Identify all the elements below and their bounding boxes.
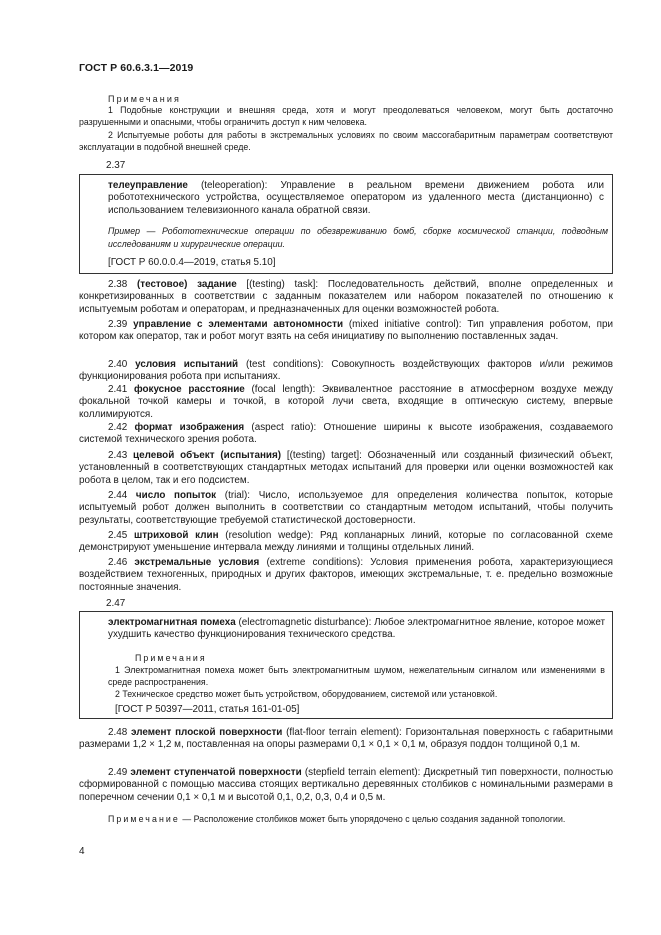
term-2-42 <box>79 422 613 447</box>
term-number: 2.40 <box>108 359 128 370</box>
term-number: 2.39 <box>108 319 128 330</box>
term-2-47-def: (electromagnetic disturbance): Любое электромагнитное явление, которое может ухудшить качество функционирования технического средства. <box>108 617 606 641</box>
term-title: элемент ступенчатой поверхности <box>130 767 302 778</box>
term-number: 2.38 <box>108 279 128 290</box>
example-text: Робототехнические операции по обезвреживанию бомб, сборке космической станции, подводным исследованиям и хирургические операции. <box>108 226 608 249</box>
term-2-45 <box>79 530 613 555</box>
term-2-37-example <box>108 225 608 250</box>
term-number: 2.46 <box>108 557 128 568</box>
term-2-48 <box>79 727 613 752</box>
term-title: целевой объект (испытания) <box>133 450 282 461</box>
final-note-text: — Расположение столбиков может быть упорядочено с целью создания заданной топологии. <box>179 814 566 824</box>
term-title: управление с элементами автономности <box>133 319 344 330</box>
term-box-2-47 <box>79 611 613 719</box>
term-def: (focal length): Эквивалентное расстояние в атмосферном воздухе между фокальной точкой камеры и точкой, в которой лучи света, входящие в оптическую систему, впервые коллимируются. <box>79 384 613 420</box>
term-title: число попыток <box>135 490 217 501</box>
term-2-47-title: электромагнитная помеха <box>108 617 236 628</box>
term-2-37 <box>108 180 604 217</box>
term-title: элемент плоской поверхности <box>131 727 283 738</box>
example-label: Пример — <box>108 226 156 236</box>
term-2-37-source: [ГОСТ Р 60.0.0.4—2019, статья 5.10] <box>108 257 276 268</box>
term-2-38 <box>79 279 613 316</box>
term-number: 2.44 <box>108 490 128 501</box>
term-def: [(testing) target]: Обозначенный или созданный физический объект, установленный в соответствующих стандартных методах испытаний для проверки или оценки возможностей как робота в целом, так и его подсистем. <box>79 450 613 486</box>
term-def: [(testing) task]: Последовательность действий, вполне определенных и конкретизированных в соответствии с заданным показателем или набором показателей по отношению к испытуемым роботам и операторам, и предназначенных для оценки возможностей робота. <box>79 279 613 315</box>
term-title: штриховой клин <box>133 530 219 541</box>
note-item-2: 2 Испытуемые роботы для работы в экстремальных условиях по своим массогабаритным параметрам соответствуют эксплуатации в подобной внешней среде. <box>79 130 613 153</box>
term-def: (stepfield terrain element): Дискретный тип поверхности, полностью сформированной с помощью массива стоящих вертикально деревянных столбиков с номинальными размерами в поперечном сечении 0,1 × 0,1 м и высотой 0,1, 0,2, 0,3, 0,4 и 0,5 м. <box>79 767 613 803</box>
term-2-47-source: [ГОСТ Р 50397—2011, статья 161-01-05] <box>115 704 300 715</box>
term-def: (mixed initiative control): Тип управления роботом, при котором как оператор, так и робот могут взять на себя инициативу по выполнению поставленных задач. <box>79 319 613 343</box>
term-number: 2.49 <box>108 767 128 778</box>
page-number: 4 <box>79 846 85 857</box>
term-def: (test conditions): Совокупность воздействующих факторов и/или режимов функционирования робота при испытаниях. <box>79 359 613 383</box>
notes-title: Примечания <box>108 94 181 104</box>
term-2-49 <box>79 767 613 804</box>
term-def: (resolution wedge): Ряд копланарных линий, которые по согласованной схеме демонстрируют уменьшение интервала между линиями и толщины отдельных линий. <box>79 530 613 554</box>
term-title: экстремальные условия <box>134 557 260 568</box>
term-2-47-note-2: 2 Техническое средство может быть устройством, оборудованием, системой или установкой. <box>115 689 498 699</box>
document-header: ГОСТ Р 60.6.3.1—2019 <box>79 62 194 74</box>
final-note <box>79 813 613 825</box>
term-def: (flat-floor terrain element): Горизонтальная поверхность с габаритными размерами 1,2 × 1,2 м, поставленная на опоры размерами 0,1 × 0,1 × 0,1 м, образуя поддон толщиной 0,1 м. <box>79 727 613 751</box>
term-2-43 <box>79 450 613 487</box>
term-def: (extreme conditions): Условия применения робота, характеризующиеся воздействием техногенных, природных и других факторов, имеющих экстремальные, т. е. предельно возможные постоянные значения. <box>79 557 614 593</box>
term-number: 2.43 <box>108 450 128 461</box>
term-number: 2.41 <box>108 384 128 395</box>
term-number: 2.45 <box>108 530 128 541</box>
term-2-44 <box>79 490 613 527</box>
term-title: условия испытаний <box>135 359 239 370</box>
term-2-47-note-1: 1 Электромагнитная помеха может быть электромагнитным шумом, нежелательным сигналом или изменениями в среде распространения. <box>108 665 605 688</box>
term-2-37-title: телеуправление <box>108 180 188 191</box>
term-number-2-37: 2.37 <box>106 160 126 171</box>
term-def: (trial): Число, используемое для определения количества попыток, которые испытуемый робот должен выполнить в соответствии со стандартным методом испытаний, чтобы получить результаты, соответствующие требуемой статистической достоверности. <box>79 490 613 526</box>
term-2-47 <box>108 617 605 642</box>
term-2-40 <box>79 359 613 384</box>
term-def: (aspect ratio): Отношение ширины к высоте изображения, создаваемого системой технического зрения робота. <box>79 422 613 446</box>
term-box-2-37 <box>79 174 613 274</box>
term-2-47-notes-title: Примечания <box>135 653 207 663</box>
term-number: 2.48 <box>108 727 128 738</box>
term-number: 2.42 <box>108 422 128 433</box>
term-number-2-47: 2.47 <box>106 598 126 609</box>
term-2-41 <box>79 384 613 421</box>
term-title: (тестовое) задание <box>136 279 237 290</box>
term-2-46 <box>79 557 613 594</box>
final-note-label: Примечание <box>108 814 180 824</box>
term-2-37-def: (teleoperation): Управление в реальном времени движением робота или робототехнического устройства, осуществляемое оператором из удаленного места (дистанционно) с использованием телевизионного канала обратной связи. <box>108 180 604 216</box>
term-title: фокусное расстояние <box>133 384 245 395</box>
term-2-39 <box>79 319 613 344</box>
term-title: формат изображения <box>134 422 245 433</box>
note-item-1: 1 Подобные конструкции и внешняя среда, хотя и могут преодолеваться человеком, могут быть достаточно разрушенными и опасными, чтобы ограничить доступ к ним человека. <box>79 105 613 128</box>
